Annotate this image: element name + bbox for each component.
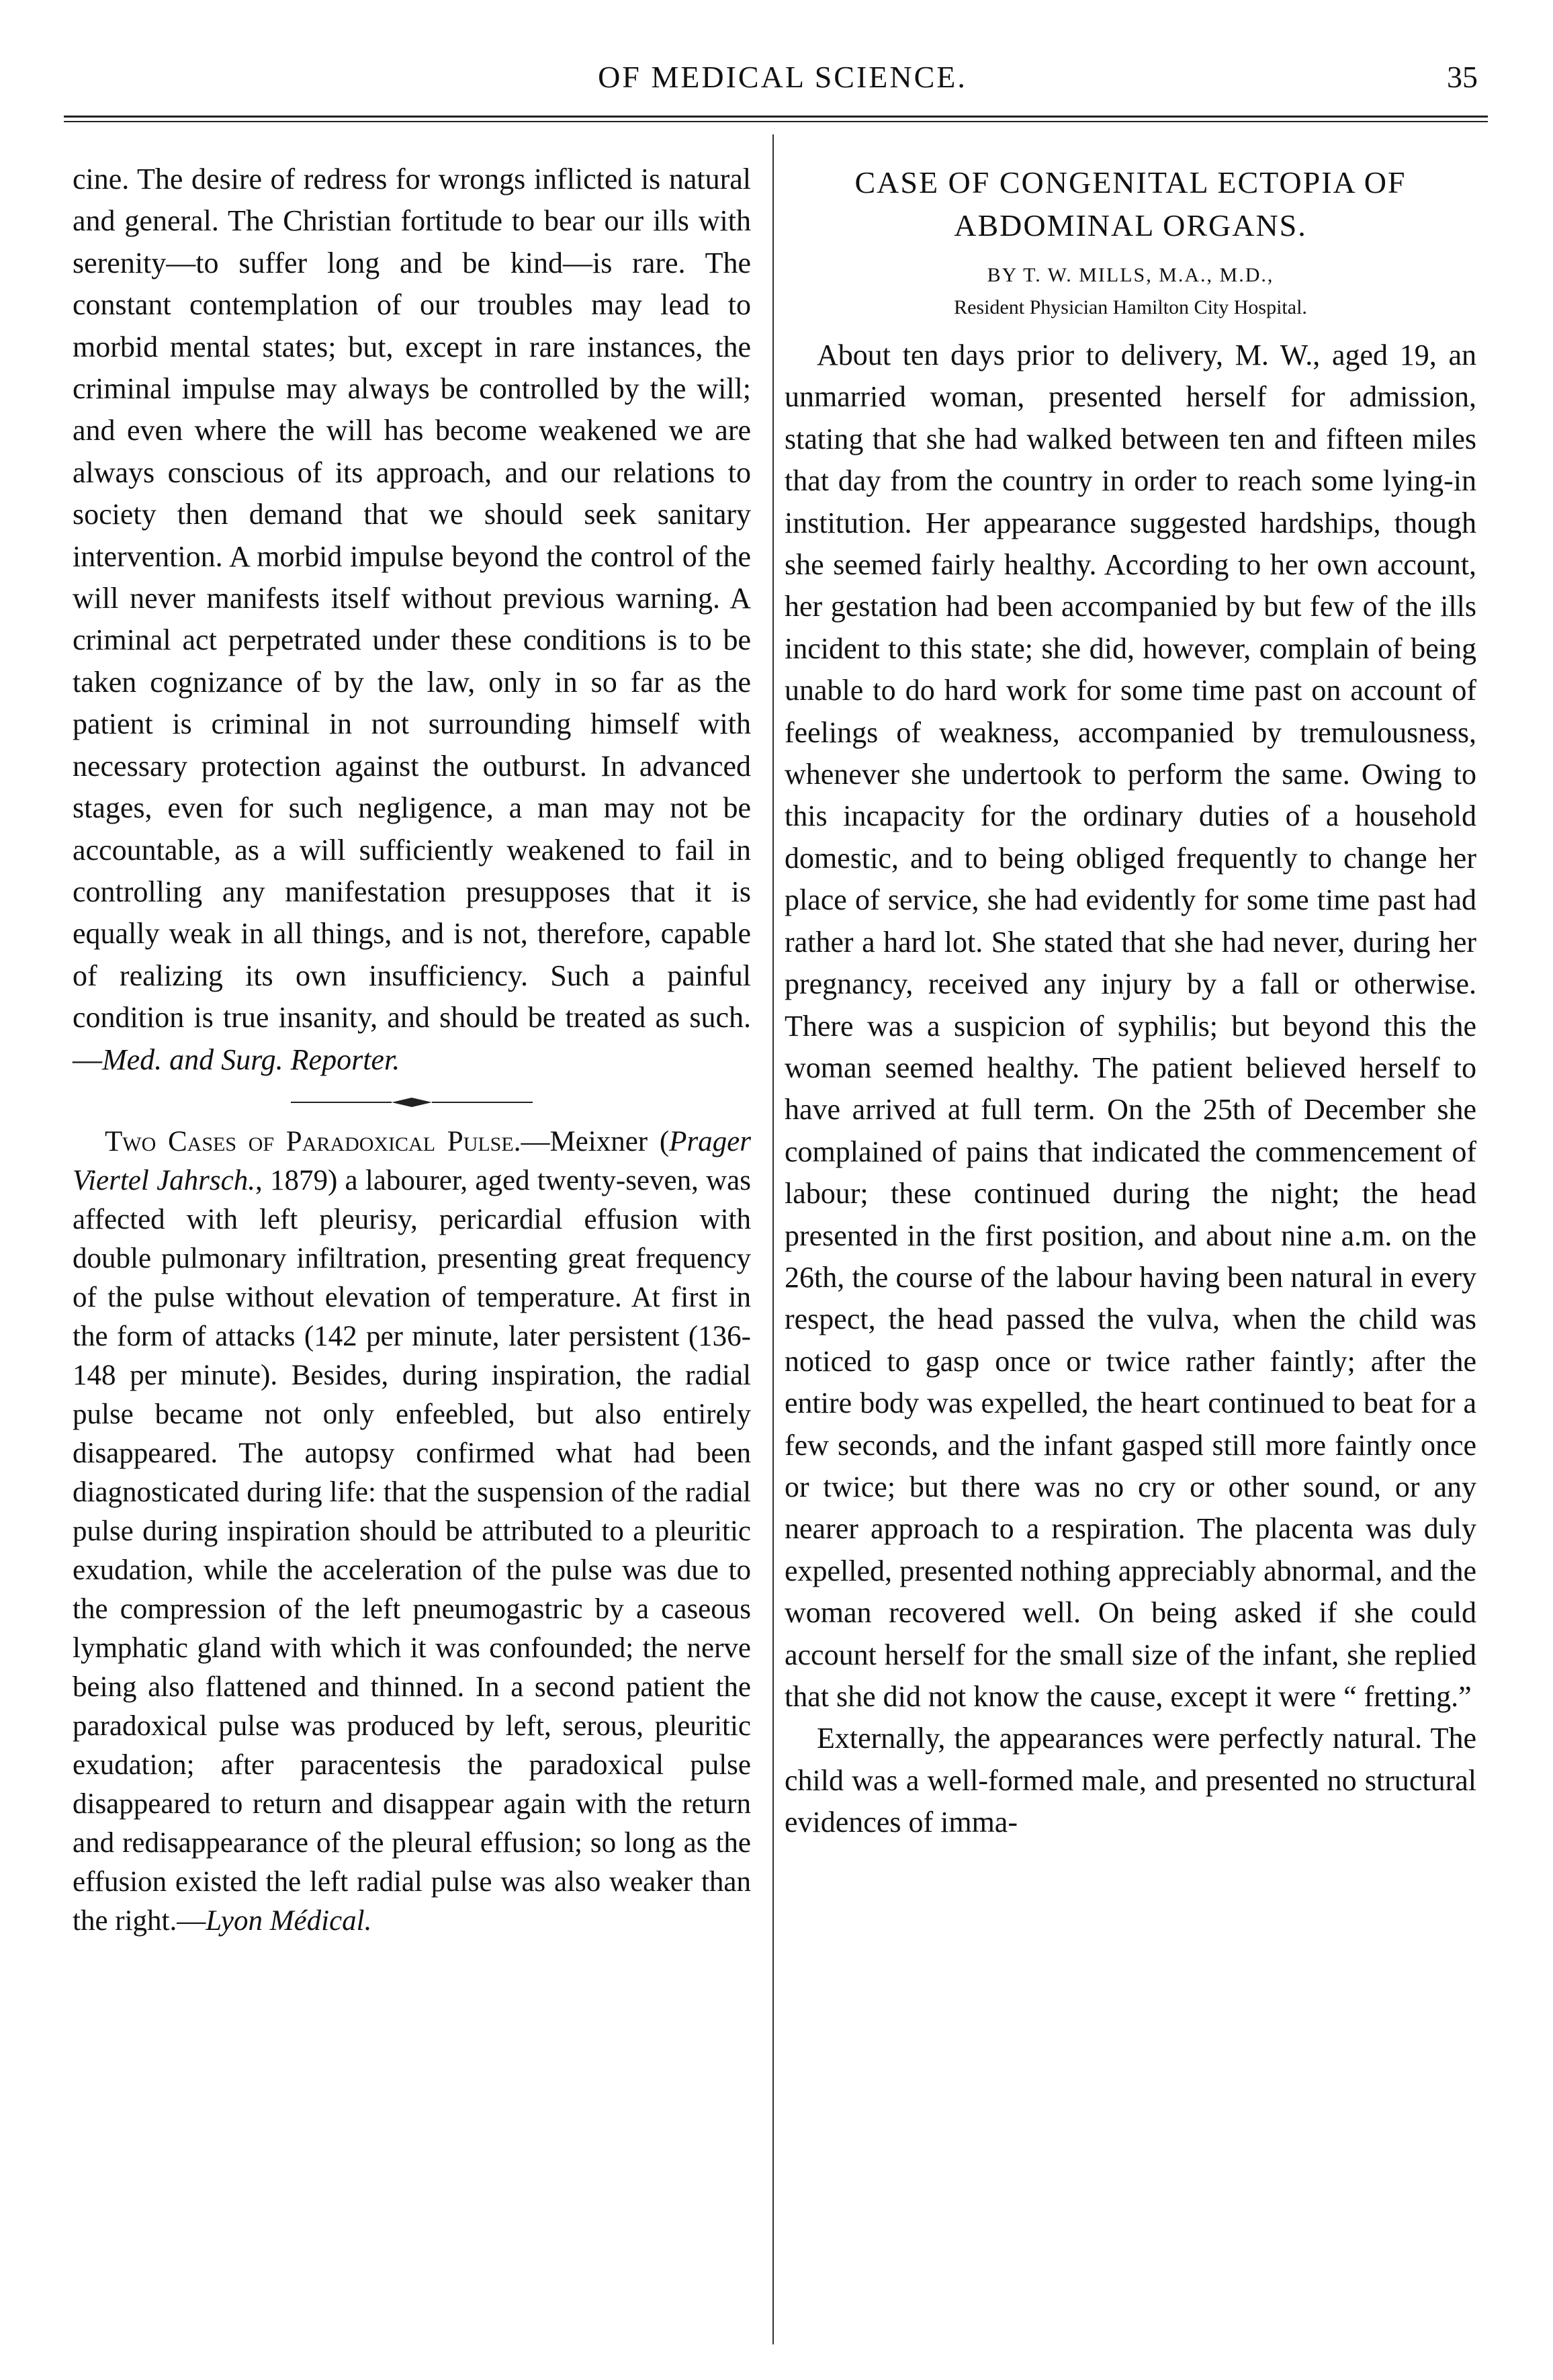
running-head: OF MEDICAL SCIENCE. [598,60,967,94]
article-title-line-2: ABDOMINAL ORGANS. [954,208,1307,243]
right-column [785,159,1476,1844]
header-rule-secondary [64,121,1488,122]
journal-citation: Prager Viertel Jahrsch. [73,1125,751,1196]
left-paragraph-insanity [73,159,751,1081]
right-paragraph-case-history: About ten days prior to delivery, M. W., aged 19, an unmarried woman, presented herself for admission, stating that she had walked between ten and fifteen miles that day from the country in order to reach some lying-in institution. Her appearance suggested hardships, though she seemed fairly healthy. According to her own account, her gestation had been accompanied by but few of the ills incident to this state; she did, however, complain of being unable to do hard work for some time past on account of feelings of weakness, accompanied by tremulousness, whenever she undertook to perform the same. Owing to this incapacity for the ordinary duties of a household domestic, and to being obliged frequently to change her place of service, she had evidently for some time past had rather a hard lot. She stated that she had never, during her pregnancy, received any injury by a fall or otherwise. There was a suspicion of syphilis; but beyond this the woman seemed healthy. The patient believed herself to have arrived at full term. On the 25th of December she complained of pains that indicated the commencement of labour; these continued during the night; the head presented in the first position, and about nine a.m. on the 26th, the course of the labour having been natural in every respect, the head passed the vulva, when the child was noticed to gasp once or twice rather faintly; after the entire body was expelled, the heart continued to beat for a few seconds, and the infant gasped still more faintly once or twice; but there was no cry or other sound, or any nearer approach to a respiration. The placenta was duly expelled, presented nothing appreciably abnormal, and the woman recovered well. On being asked if she could account herself for the small size of the infant, she replied that she did not know the cause, except it were “ fretting.” [785,339,1476,1713]
section-ornament [73,1081,751,1122]
section-heading: Two Cases of Paradoxical Pulse. [105,1125,521,1157]
column-divider [772,134,774,2344]
article-byline: BY T. W. MILLS, M.A., M.D., [987,264,1274,286]
header-rule [64,116,1488,118]
paragraph-text-continued: The autopsy confirmed what had been diagnosticated during life: that the suspension of the radial pulse during inspiration should be attributed to a pleuritic exudation, while the acceleration of the pulse was due to the compression of the left pneumogastric by a caseous lymphatic gland with which it was confounded; the nerve being also flattened and thinned. In a second patient the paradoxical pulse was produced by left, serous, pleuritic exudation; after paracentesis the paradoxical pulse disappeared to return and disappear again with the return and redisappearance of the pleural effusion; so long as the effusion existed the left radial pulse was also weaker than the right.— [73,1437,751,1937]
page-header [74,59,1491,106]
article-title-line-1: CASE OF CONGENITAL ECTOPIA OF [854,165,1407,200]
article-title [785,161,1476,247]
paragraph-text: cine. The desire of redress for wrongs inflicted is natural and general. The Christian fortitude to bear our ills with serenity—to suffer long and be kind—is rare. The constant contemplation of our troubles may lead to morbid mental states; but, except in rare instances, the criminal impulse may always be controlled by the will; and even where the will has become weakened we are always conscious of its approach, and our relations to society then demand that we should seek sanitary intervention. A morbid impulse beyond the control of the will never manifests itself without previous warning. A criminal act perpetrated under these conditions is to be taken cognizance of by the law, only in so far as the patient is criminal in not surrounding himself with necessary protection against the outburst. In advanced stages, even for such negligence, a man may not be accountable, as a will sufficiently weakened to fail in controlling any manifestation presupposes that it is equally weak in all things, and is not, therefore, capable of realizing its own insufficiency. Such a painful condition is true insanity, and should be treated as such.— [73,163,751,1076]
page-number: 35 [1447,60,1478,94]
right-paragraph-appearances: Externally, the appearances were perfectly natural. The child was a well-formed male, and presented no structural evidences of imma- [785,1722,1476,1839]
ornament-rule-icon [291,1096,533,1109]
source-citation: Med. and Surg. Reporter. [102,1043,400,1076]
source-citation: Lyon Médical. [206,1904,372,1937]
left-paragraph-paradoxical-pulse [73,1122,751,1941]
paragraph-text-lead: —Meixner ( [521,1125,670,1157]
author-affiliation: Resident Physician Hamilton City Hospital. [954,296,1307,318]
paragraph-text: , 1879) a labourer, aged twenty-seven, was affected with left pleurisy, pericardial effusion with double pulmonary infiltration, presenting great frequency of the pulse without elevation of temperature. At first in the form of attacks (142 per minute, later persistent (136-148 per minute). Besides, during inspiration, the radial pulse became not only enfeebled, but also entirely disappeared. [73,1164,751,1469]
left-column [73,159,751,1941]
